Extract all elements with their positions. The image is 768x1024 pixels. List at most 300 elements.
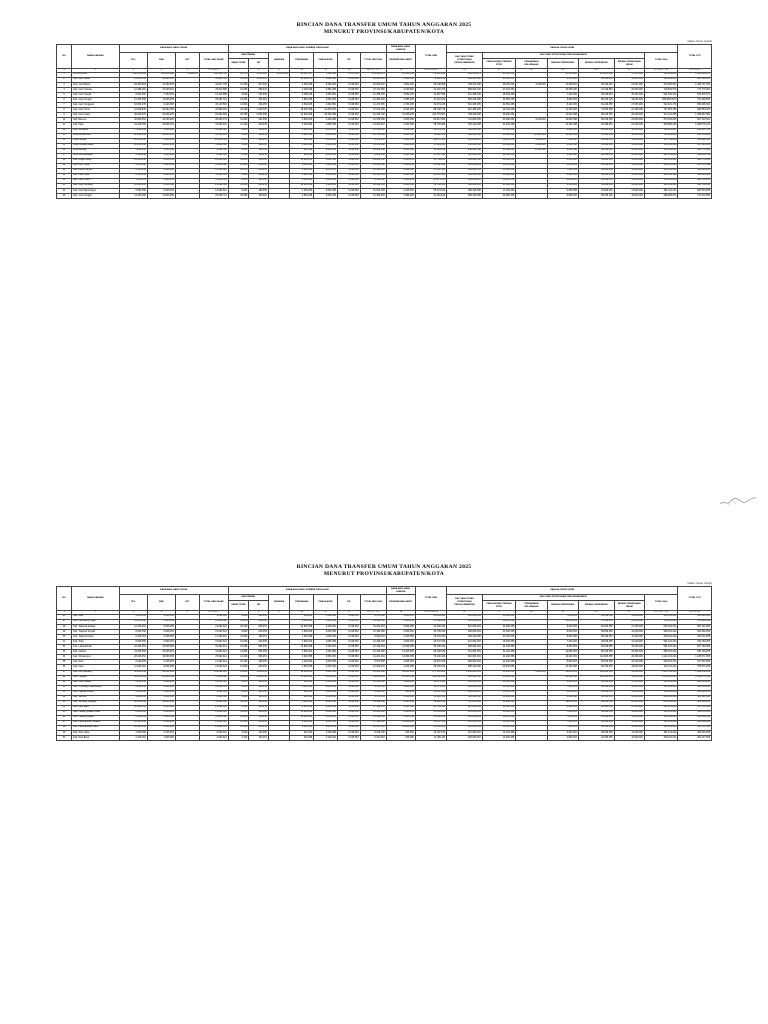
amount-cell: 28.846.254 — [482, 133, 516, 138]
amount-cell: 846.358 — [249, 158, 268, 163]
amount-cell: 622.421.176 — [644, 103, 678, 108]
col-bidang-pekerjaan-umum: BIDANG PEKERJAAN UMUM — [614, 59, 644, 69]
amount-cell: 17.254.000 — [614, 73, 644, 78]
group-dau: DANA ALOKASI UMUM — [447, 587, 678, 595]
col-total-dbh: TOTAL DBH — [415, 45, 446, 69]
amount-cell: 624.631.224 — [644, 680, 678, 685]
amount-cell: - — [175, 726, 199, 731]
amount-cell: 561.833.253 — [644, 73, 678, 78]
amount-cell: 32.846.254 — [578, 148, 614, 153]
amount-cell: 16.846.254 — [147, 123, 175, 128]
amount-cell: 3.846.254 — [314, 655, 338, 660]
row-number: 31 — [57, 640, 72, 645]
amount-cell: 486.846.254 — [447, 184, 483, 189]
amount-cell: 8.246.254 — [119, 635, 147, 640]
amount-cell: 41.692.612 — [199, 650, 228, 655]
amount-cell: 468.706.258 — [678, 178, 712, 183]
amount-cell: - — [516, 123, 547, 128]
row-number: 30 — [57, 635, 72, 640]
amount-cell: 42.627.709 — [199, 83, 228, 88]
amount-cell: 16.846.254 — [482, 128, 516, 133]
amount-cell: 21.599.464 — [360, 715, 386, 720]
amount-cell: 88.748.718 — [415, 108, 446, 113]
amount-cell: 22.846.000 — [614, 118, 644, 123]
amount-cell: 98.246.325 — [578, 113, 614, 118]
amount-cell: 486.246.358 — [447, 158, 483, 163]
group-dbh-pajak: DANA BAGI HASIL PAJAK — [119, 45, 228, 53]
amount-cell: 58.846.358 — [578, 630, 614, 635]
amount-cell: 26.583.497 — [290, 73, 314, 78]
amount-cell: 61.246.358 — [578, 103, 614, 108]
amount-cell: 11.846.256 — [147, 98, 175, 103]
amount-cell: 20.846.254 — [482, 143, 516, 148]
amount-cell: 10.246.000 — [614, 690, 644, 695]
amount-cell: 18.246.358 — [147, 675, 175, 680]
amount-cell: 48.846.358 — [578, 640, 614, 645]
amount-cell: 34.251.464 — [360, 625, 386, 630]
region-name: Kota Subulussalam — [72, 153, 120, 158]
amount-cell: 44.181.706 — [415, 88, 446, 93]
amount-cell: 12.246.358 — [386, 726, 415, 731]
amount-cell: 2.246.358 — [386, 168, 415, 173]
amount-cell: 506.504.258 — [678, 189, 712, 194]
amount-cell: - — [268, 153, 290, 158]
amount-cell: 1.246.358 — [290, 685, 314, 690]
amount-cell: 7.298.348 — [314, 73, 338, 78]
amount-cell: 5.248.352 — [337, 630, 360, 635]
amount-cell: 10.198.168 — [360, 640, 386, 645]
amount-cell: 786.246.358 — [447, 123, 483, 128]
region-name: Kab. Deli Serdang — [72, 670, 120, 675]
amount-cell: 3.240.000 — [516, 83, 547, 88]
amount-cell: 6.248.325 — [547, 173, 578, 178]
amount-cell: 10.846 — [228, 720, 249, 725]
amount-cell: 501.431.224 — [644, 685, 678, 690]
amount-cell: 62.846.358 — [578, 705, 614, 710]
amount-cell: 798.214.358 — [447, 83, 483, 88]
amount-cell: 3.246.862 — [386, 88, 415, 93]
amount-cell: 6.846.358 — [290, 705, 314, 710]
amount-cell: 8.846.358 — [147, 726, 175, 731]
amount-cell: 6.246.358 — [386, 715, 415, 720]
amount-cell: 13.246.000 — [614, 178, 644, 183]
amount-cell: - — [516, 675, 547, 680]
amount-cell: 5.248.352 — [337, 158, 360, 163]
amount-cell: 21.692.612 — [199, 705, 228, 710]
amount-cell: 12.846.358 — [290, 645, 314, 650]
amount-cell: 2.846 — [228, 148, 249, 153]
amount-cell: 65.100.895 — [415, 83, 446, 88]
amount-cell: 8.846 — [228, 630, 249, 635]
amount-cell: 177.541.034 — [415, 670, 446, 675]
amount-cell: 656.495.362 — [678, 103, 712, 108]
col-dr-kehutanan: DR — [249, 59, 268, 69]
amount-cell: 3.846.254 — [147, 153, 175, 158]
column-number: 15 = 6+13+14 — [415, 611, 446, 615]
transfer-table-wrapper — [56, 44, 712, 506]
amount-cell: 34.074.186 — [415, 103, 446, 108]
col-perikanan: PERIKANAN — [290, 53, 314, 69]
amount-cell: 48.846.254 — [578, 138, 614, 143]
amount-cell: 501.431.224 — [644, 720, 678, 725]
amount-cell: 8.846.358 — [547, 158, 578, 163]
amount-cell: 13.246.000 — [614, 163, 644, 168]
amount-cell: 24.246.358 — [119, 123, 147, 128]
amount-cell: 13.246.000 — [614, 695, 644, 700]
amount-cell: 8.846.358 — [147, 625, 175, 630]
amount-cell: 6.846.254 — [119, 685, 147, 690]
amount-cell: 1.009.576.214 — [678, 123, 712, 128]
amount-cell: 612.846.254 — [447, 620, 483, 625]
amount-cell: 13.970.168 — [360, 143, 386, 148]
amount-cell: 10.534.168 — [360, 680, 386, 685]
amount-cell: 398.246.358 — [447, 189, 483, 194]
amount-cell: 846.358 — [290, 138, 314, 143]
amount-cell: 24.856.235 — [482, 98, 516, 103]
amount-cell: 2.246.254 — [147, 690, 175, 695]
amount-cell: 5.248.352 — [337, 635, 360, 640]
amount-cell: 6.246 — [228, 173, 249, 178]
amount-cell: 386.246.358 — [447, 173, 483, 178]
amount-cell: 4.846.358 — [547, 148, 578, 153]
amount-cell: 234.568 — [249, 93, 268, 98]
amount-cell: 8.246 — [228, 705, 249, 710]
amount-cell: - — [268, 726, 290, 731]
amount-cell: 12.846.254 — [386, 720, 415, 725]
amount-cell: - — [268, 680, 290, 685]
amount-cell: 3.246 — [228, 153, 249, 158]
amount-cell: 818.579.658 — [678, 133, 712, 138]
region-name: Kab. Padang Lawas Utara — [72, 710, 120, 715]
row-number: 16 — [57, 148, 72, 153]
amount-cell: 598.642.126 — [447, 88, 483, 93]
amount-cell: - — [268, 665, 290, 670]
amount-cell: 4.846 — [228, 615, 249, 620]
amount-cell: 512.846.254 — [447, 625, 483, 630]
amount-cell: 4.246.254 — [314, 148, 338, 153]
col-nama-daerah: NAMA DAERAH — [72, 587, 120, 611]
amount-cell: 6.846.254 — [147, 630, 175, 635]
amount-cell: 3.246.358 — [314, 620, 338, 625]
amount-cell: 630.110.258 — [678, 635, 712, 640]
amount-cell: - — [268, 736, 290, 741]
amount-cell: 528.968.258 — [678, 168, 712, 173]
amount-cell: 6.876.568 — [337, 73, 360, 78]
amount-cell: 12.246 — [228, 184, 249, 189]
amount-cell: 31.092.612 — [199, 700, 228, 705]
row-number: 34 — [57, 655, 72, 660]
amount-cell: 12.392.483 — [360, 98, 386, 103]
amount-cell: 18.246.358 — [482, 640, 516, 645]
amount-cell: 15.092.612 — [199, 710, 228, 715]
amount-cell: 3.246.254 — [314, 184, 338, 189]
amount-cell: - — [516, 620, 547, 625]
amount-cell: 14.238.564 — [547, 83, 578, 88]
amount-cell: 9.846.254 — [547, 194, 578, 199]
region-name: Kota Lhokseumawe — [72, 143, 120, 148]
amount-cell: - — [268, 148, 290, 153]
row-number: 4 — [57, 88, 72, 93]
amount-cell: - — [516, 731, 547, 736]
amount-cell: 15.234.000 — [614, 93, 644, 98]
amount-cell: 33.246 — [228, 78, 249, 83]
amount-cell: 124.254 — [249, 736, 268, 741]
amount-cell: 12.846 — [228, 710, 249, 715]
amount-cell: 47.909.034 — [415, 143, 446, 148]
table-body — [57, 615, 712, 741]
amount-cell: 4.238.456 — [290, 83, 314, 88]
amount-cell: 3.246.254 — [314, 645, 338, 650]
amount-cell: 60.894.560 — [199, 113, 228, 118]
amount-cell: 12.246.000 — [614, 153, 644, 158]
amount-cell: 1.846.254 — [290, 178, 314, 183]
amount-cell: 18.246.358 — [386, 675, 415, 680]
region-name: Kota Sabang — [72, 148, 120, 153]
amount-cell: 501.431.224 — [644, 615, 678, 620]
amount-cell: 5.248.352 — [337, 189, 360, 194]
region-name: Kab. Aceh Tengah — [72, 194, 120, 199]
amount-cell: 12.846 — [228, 158, 249, 163]
amount-cell: 2.846.358 — [314, 710, 338, 715]
amount-cell: 72.846.358 — [578, 620, 614, 625]
amount-cell: 2.246.254 — [386, 189, 415, 194]
amount-cell: 5.248.352 — [337, 113, 360, 118]
amount-cell: 14.236.458 — [119, 194, 147, 199]
amount-cell: 624.254 — [290, 690, 314, 695]
region-name: Kab. Padang Lawas — [72, 715, 120, 720]
amount-cell: - — [175, 108, 199, 113]
group-dbh-sda: DANA BAGI HASIL SUMBER DAYA ALAM — [228, 45, 386, 53]
col-dr: DR — [337, 53, 360, 69]
amount-cell: 3.846.358 — [147, 695, 175, 700]
amount-cell: - — [516, 168, 547, 173]
amount-cell: - — [175, 83, 199, 88]
amount-cell: 124.358 — [249, 153, 268, 158]
amount-cell: - — [175, 630, 199, 635]
amount-cell: 48.846.358 — [578, 715, 614, 720]
col-total-dbh-sda: TOTAL DBH SDA — [360, 595, 386, 611]
row-number: 24 — [57, 189, 72, 194]
amount-cell: 26.876.434 — [415, 660, 446, 665]
amount-cell: - — [268, 158, 290, 163]
amount-cell: 5.248.352 — [337, 138, 360, 143]
amount-cell: 6.432.856 — [386, 78, 415, 83]
column-number: 18 — [516, 611, 547, 615]
amount-cell: 2.854.268 — [290, 194, 314, 199]
region-name: Kab. Gayo Lues — [72, 178, 120, 183]
region-name: Kab. Tapanuli Selatan — [72, 625, 120, 630]
region-name: Kab. Langkat — [72, 675, 120, 680]
amount-cell: 398.838.762 — [678, 153, 712, 158]
amount-cell: 5.248.352 — [337, 128, 360, 133]
amount-cell: 5.248.352 — [337, 715, 360, 720]
col-iuran-tetap: IURAN TETAP — [228, 59, 249, 69]
amount-cell: 42.846.358 — [578, 163, 614, 168]
amount-cell: 124.358 — [249, 690, 268, 695]
amount-cell: 11.217.335 — [360, 103, 386, 108]
region-name: Kab. Simeulue — [72, 128, 120, 133]
amount-cell: - — [268, 163, 290, 168]
amount-cell: 6.246.254 — [547, 163, 578, 168]
amount-cell: 8.246.254 — [119, 715, 147, 720]
amount-cell: 18.246.358 — [482, 726, 516, 731]
amount-cell: 4.246.358 — [147, 178, 175, 183]
amount-cell: 2.846.254 — [314, 635, 338, 640]
amount-cell: 21.846.358 — [482, 630, 516, 635]
amount-cell: 14.236.458 — [119, 98, 147, 103]
row-number: 45 — [57, 710, 72, 715]
amount-cell: 4.846.358 — [314, 700, 338, 705]
amount-cell: - — [516, 625, 547, 630]
amount-cell: 17.195.464 — [360, 705, 386, 710]
amount-cell: 381.431.224 — [644, 731, 678, 736]
amount-cell: 16.246.000 — [614, 184, 644, 189]
amount-cell: 28.264.863 — [119, 83, 147, 88]
amount-cell: 6.480.000 — [516, 138, 547, 143]
amount-cell: 5.246.358 — [147, 128, 175, 133]
amount-cell: 17.246.000 — [614, 680, 644, 685]
row-number: 10 — [57, 118, 72, 123]
col-pph: PPh — [119, 53, 147, 69]
column-number: 8 — [249, 611, 268, 615]
amount-cell: 368.776.362 — [678, 148, 712, 153]
amount-cell: 37.612.189 — [360, 108, 386, 113]
amount-cell: 412.846.254 — [447, 640, 483, 645]
col-total-dbh: TOTAL DBH — [415, 587, 446, 611]
amount-cell: 18.029.168 — [360, 620, 386, 625]
region-name: Kab. Mandailing Natal — [72, 620, 120, 625]
col-bidang-kesehatan: BIDANG KESEHATAN — [578, 59, 614, 69]
amount-cell: 8.246.358 — [547, 143, 578, 148]
amount-cell: 2.246.358 — [386, 173, 415, 178]
region-name: Kab. Aceh Tamiang — [72, 184, 120, 189]
region-name: Kab. Nias — [72, 615, 120, 620]
amount-cell: - — [268, 123, 290, 128]
amount-cell: 5.248.352 — [337, 148, 360, 153]
amount-cell: 935.169.258 — [678, 650, 712, 655]
amount-cell: 11.846.256 — [147, 194, 175, 199]
amount-cell: 14.186.434 — [415, 736, 446, 741]
amount-cell: - — [175, 710, 199, 715]
amount-cell: 12.846 — [228, 700, 249, 705]
amount-cell: - — [268, 173, 290, 178]
amount-cell: 486.846.254 — [447, 630, 483, 635]
amount-cell: 1.098.987.882 — [678, 113, 712, 118]
amount-cell: - — [516, 660, 547, 665]
amount-cell: - — [516, 635, 547, 640]
amount-cell: 32.246.358 — [482, 650, 516, 655]
amount-cell: 9.092.612 — [199, 615, 228, 620]
amount-cell: 16.246.254 — [547, 655, 578, 660]
amount-cell: 9.246.254 — [547, 625, 578, 630]
document-page-2 — [0, 512, 768, 1024]
amount-cell: 412.846.254 — [447, 726, 483, 731]
amount-cell: - — [175, 685, 199, 690]
amount-cell: 4.846 — [228, 731, 249, 736]
amount-cell: 657.169.658 — [678, 645, 712, 650]
amount-cell: 1.186.235 — [249, 78, 268, 83]
amount-cell: 254.649.498 — [147, 73, 175, 78]
col-total-dbh-sda: TOTAL DBH SDA — [360, 53, 386, 69]
amount-cell: 8.246.254 — [147, 138, 175, 143]
amount-cell: 21.692.612 — [199, 665, 228, 670]
col-perikanan: PERIKANAN — [290, 595, 314, 611]
amount-cell: - — [516, 700, 547, 705]
amount-cell: 591.031.224 — [644, 645, 678, 650]
region-name: Kab. Aceh Barat — [72, 78, 120, 83]
amount-cell: 12.846 — [228, 665, 249, 670]
row-number: 13 — [57, 133, 72, 138]
amount-cell: 6.846.358 — [386, 184, 415, 189]
amount-cell: 6.246.254 — [147, 710, 175, 715]
amount-cell: 18.624.000 — [614, 133, 644, 138]
col-total-dtu: TOTAL DTU — [678, 587, 712, 611]
amount-cell: - — [268, 615, 290, 620]
amount-cell: 72.846.358 — [578, 133, 614, 138]
amount-cell: 18.246.358 — [482, 138, 516, 143]
amount-cell: - — [516, 645, 547, 650]
amount-cell: 17.246.000 — [614, 625, 644, 630]
amount-cell: 349.191.224 — [644, 148, 678, 153]
amount-cell: - — [175, 655, 199, 660]
region-name: Kab. Aceh Jaya — [72, 163, 120, 168]
group-dau-ditentukan: DAU YANG DITENTUKAN PENGGUNAANNYA — [482, 53, 644, 59]
column-number: 10 — [290, 69, 314, 73]
amount-cell: - — [175, 128, 199, 133]
amount-cell: 22.692.612 — [199, 158, 228, 163]
amount-cell: 18.264.358 — [314, 113, 338, 118]
amount-cell: - — [516, 189, 547, 194]
amount-cell: 35.831.790 — [199, 78, 228, 83]
column-number: 6 = 3+4+5 — [199, 69, 228, 73]
amount-cell: 186.254 — [249, 635, 268, 640]
amount-cell: 12.246 — [228, 715, 249, 720]
amount-cell: 512.648.235 — [447, 103, 483, 108]
amount-cell: 25.812.888 — [199, 88, 228, 93]
amount-cell: 56.917.605 — [415, 118, 446, 123]
amount-cell: 745.431.224 — [644, 620, 678, 625]
amount-cell: 2.846.358 — [314, 640, 338, 645]
amount-cell: 63.924.835 — [578, 78, 614, 83]
column-number: 19 — [547, 611, 578, 615]
amount-cell: 16.997.464 — [360, 726, 386, 731]
amount-cell: 590.631.224 — [644, 660, 678, 665]
col-total-dtu: TOTAL DTU — [678, 45, 712, 69]
amount-cell: 5.246.254 — [147, 680, 175, 685]
amount-cell: 1.846.254 — [290, 630, 314, 635]
amount-cell: 16.846.358 — [482, 163, 516, 168]
amount-cell: 42.246.358 — [482, 655, 516, 660]
amount-cell: 646.358 — [249, 700, 268, 705]
column-number: 15 = 6+13+14 — [415, 69, 446, 73]
region-name: Kab. Aceh Timur — [72, 108, 120, 113]
amount-cell: 246.358 — [249, 640, 268, 645]
amount-cell: 425.364 — [249, 194, 268, 199]
amount-cell: 8.846.254 — [290, 720, 314, 725]
amount-cell: 10.846.000 — [614, 736, 644, 741]
amount-cell: 14.246.000 — [614, 168, 644, 173]
amount-cell: 4.826.354 — [314, 93, 338, 98]
amount-cell: 15.199.168 — [360, 650, 386, 655]
amount-cell: 1.312.571.658 — [678, 675, 712, 680]
amount-cell: 21.468.000 — [614, 108, 644, 113]
amount-cell: 28.246.000 — [614, 655, 644, 660]
amount-cell: - — [175, 645, 199, 650]
amount-cell: 12.092.612 — [199, 163, 228, 168]
amount-cell: - — [516, 630, 547, 635]
amount-cell: 16.246 — [228, 163, 249, 168]
amount-cell: 4.846.254 — [290, 650, 314, 655]
